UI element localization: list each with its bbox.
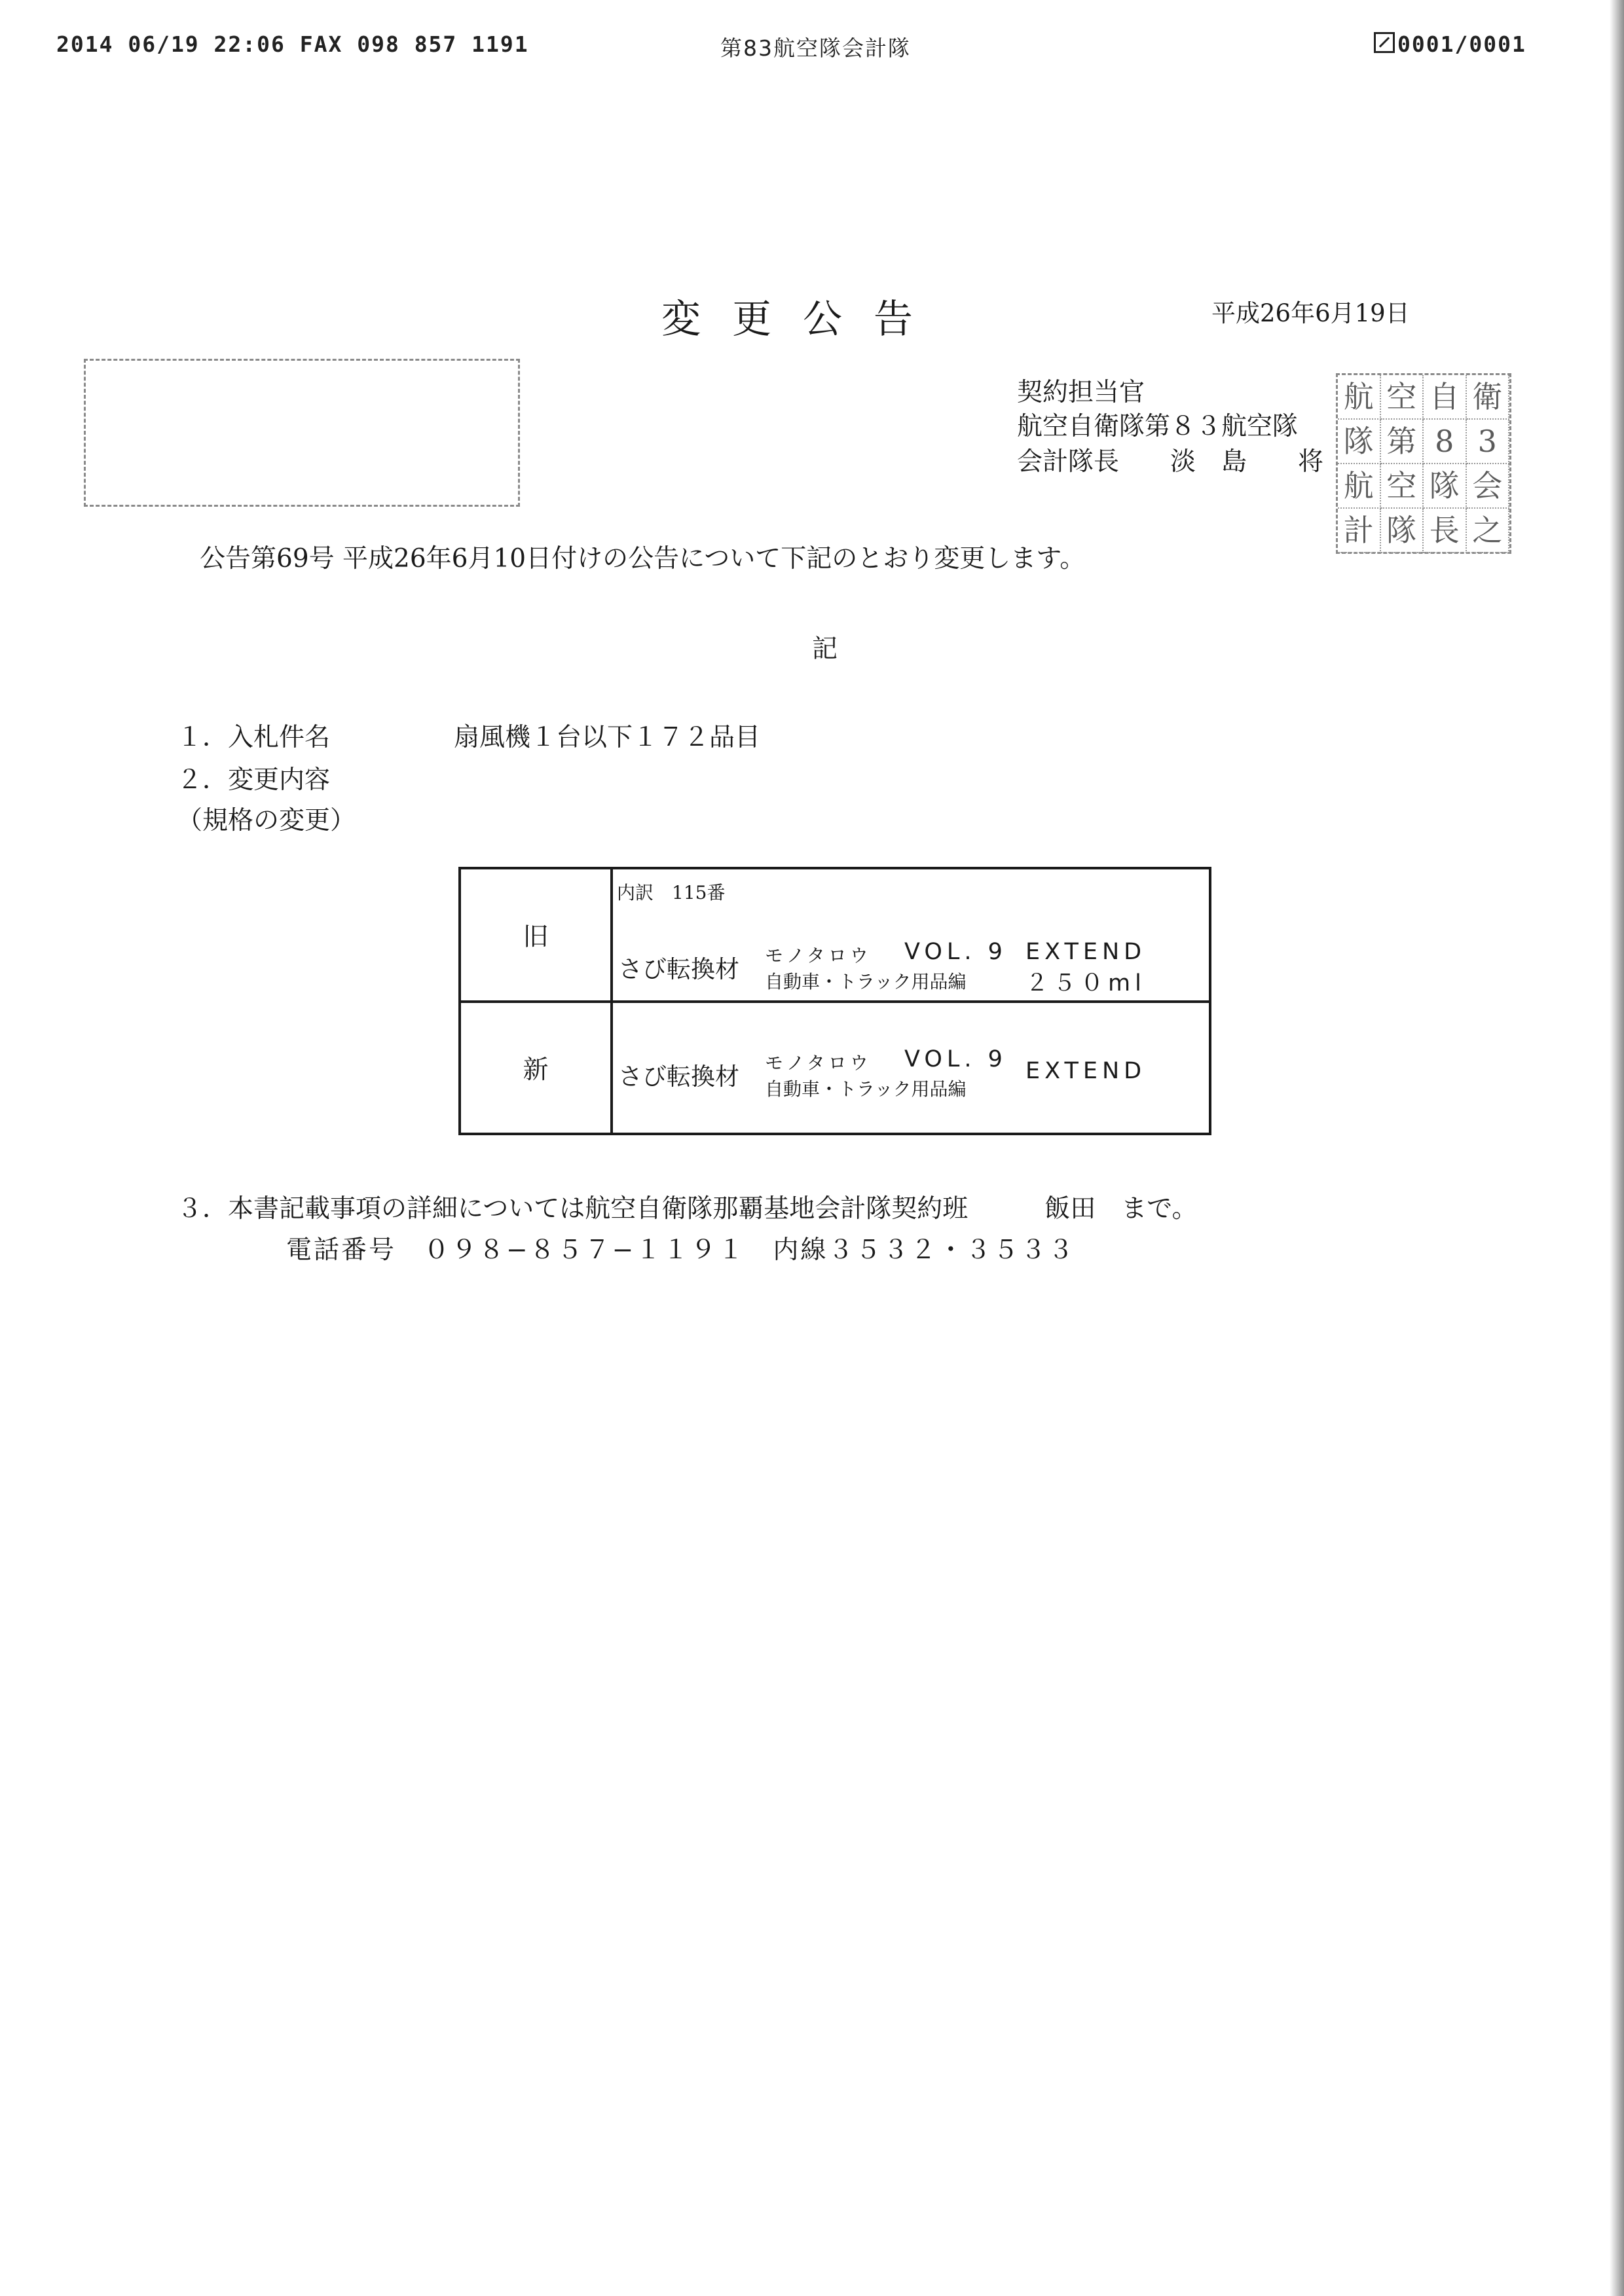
item3-contact: ３．本書記載事項の詳細については航空自衛隊那覇基地会計隊契約班 飯田 まで。: [177, 1194, 1198, 1224]
table-row-old: [461, 869, 1209, 1003]
old-note: 内訳 115番: [617, 882, 726, 903]
fax-header-sender: 2014 06/19 22:06 FAX 098 857 1191: [56, 31, 529, 57]
table-row-new: [461, 1003, 1209, 1133]
fax-header-unit: 第83航空隊会計隊: [720, 35, 911, 61]
seal-char: 空: [1381, 375, 1424, 420]
document-date: 平成26年6月19日: [1211, 299, 1410, 327]
row-cell-old: [613, 869, 1209, 1000]
new-item: さび転換材: [618, 1063, 739, 1091]
seal-char: 隊: [1424, 464, 1467, 509]
new-catalog: 自動車・トラック用品編: [765, 1078, 967, 1100]
old-item: さび転換材: [618, 955, 739, 983]
old-volume: ２５０ml: [1025, 970, 1146, 996]
seal-char: 衛: [1467, 375, 1510, 420]
seal-char: 長: [1424, 509, 1467, 553]
item2-sub: （規格の変更）: [177, 806, 356, 835]
contact-phone: 電話番号 ０９８−８５７−１１９１ 内線３５３２・３５３３: [286, 1235, 1076, 1265]
row-label-new: 新: [461, 1003, 613, 1133]
old-vol: VOL. 9: [904, 939, 1007, 965]
official-seal: [1336, 373, 1511, 554]
fax-page-count: 0001/0001: [1397, 31, 1526, 57]
old-ext: EXTEND: [1025, 939, 1147, 965]
seal-char: 3: [1467, 420, 1510, 464]
seal-char: 航: [1338, 375, 1381, 420]
seal-char: 隊: [1338, 420, 1381, 464]
seal-char: 会: [1467, 464, 1510, 509]
fax-page-box-icon: [1374, 32, 1395, 53]
new-ext: EXTEND: [1025, 1058, 1147, 1084]
item2-label: ２．変更内容: [177, 765, 331, 795]
seal-char: 空: [1381, 464, 1424, 509]
seal-char: 隊: [1381, 509, 1424, 553]
signatory-name: 会計隊長 淡 島 将: [1017, 447, 1324, 477]
old-catalog: 自動車・トラック用品編: [765, 971, 967, 993]
old-brand: モノタロウ: [765, 945, 872, 966]
seal-char: 第: [1381, 420, 1424, 464]
signatory-unit: 航空自衛隊第８３航空隊: [1017, 412, 1299, 441]
scan-edge-shadow: [1610, 0, 1624, 2296]
row-cell-new: [613, 1003, 1209, 1133]
intro-text: 公告第69号 平成26年6月10日付けの公告について下記のとおり変更します。: [200, 544, 1086, 574]
seal-char: 自: [1424, 375, 1467, 420]
seal-char: 計: [1338, 509, 1381, 553]
signatory-title: 契約担当官: [1017, 378, 1145, 407]
ki-heading: 記: [812, 634, 838, 664]
redaction-blank: [216, 363, 373, 498]
seal-char: 航: [1338, 464, 1381, 509]
row-label-old: 旧: [461, 869, 613, 1000]
document-title: 変更公告: [661, 297, 944, 342]
item1-label: １．入札件名: [177, 723, 331, 752]
change-table: [458, 867, 1211, 1135]
seal-char: 之: [1467, 509, 1510, 553]
fax-header-page: [1374, 31, 1526, 57]
seal-char: 8: [1424, 420, 1467, 464]
new-vol: VOL. 9: [904, 1046, 1007, 1072]
item1-value: 扇風機１台以下１７２品目: [454, 723, 761, 752]
new-brand: モノタロウ: [765, 1052, 872, 1074]
